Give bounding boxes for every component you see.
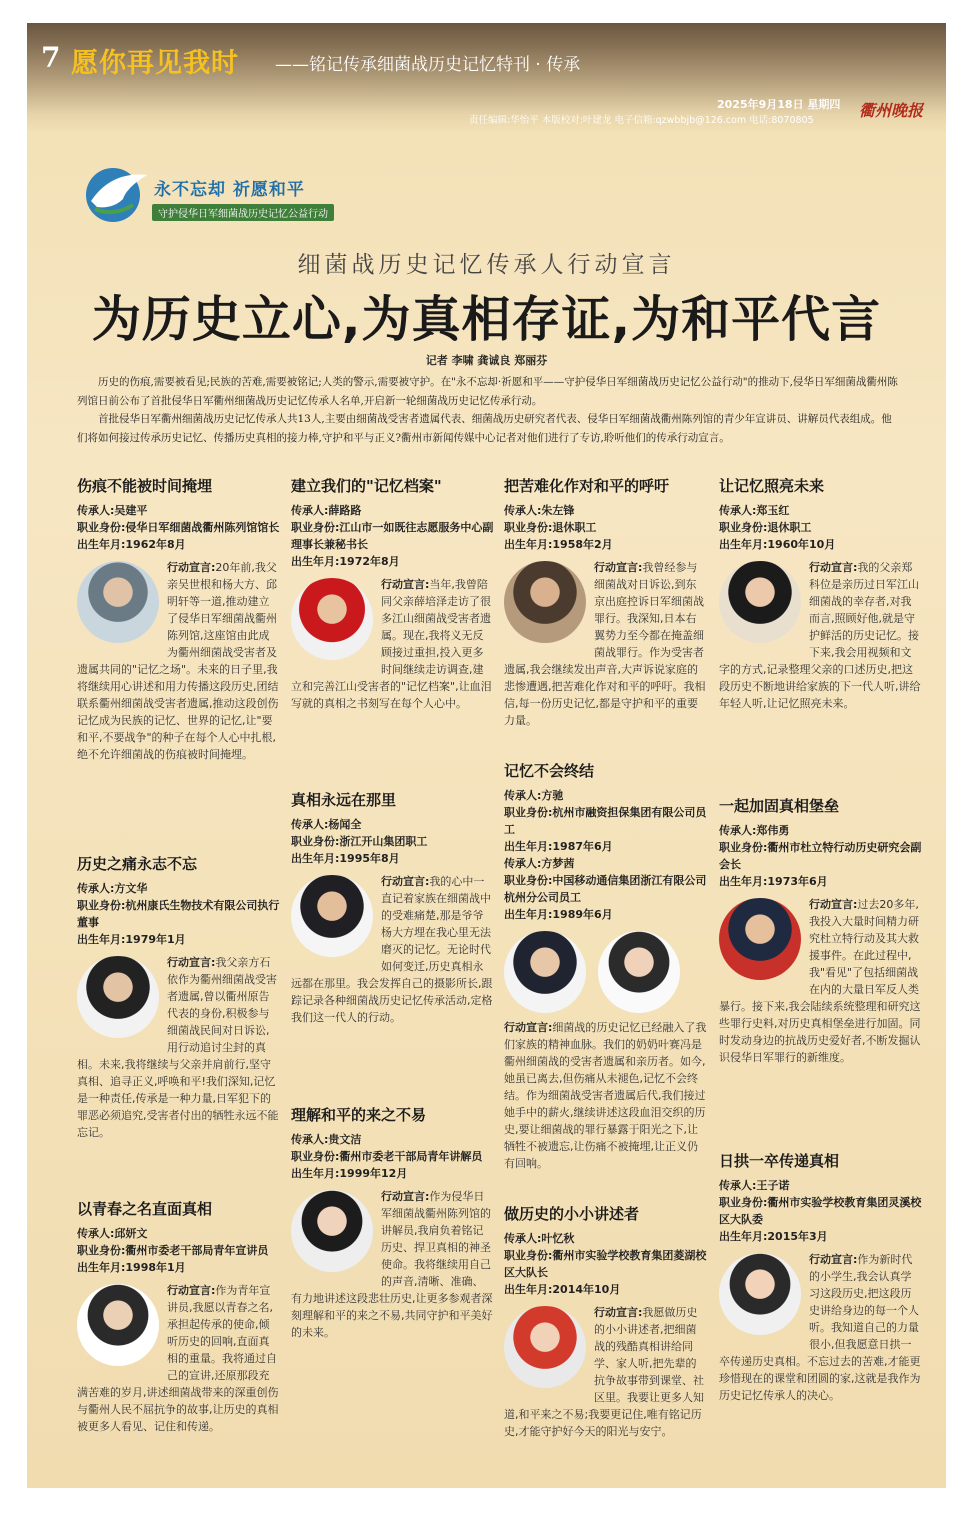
inheritor-section: 把苦难化作对和平的呼吁 传承人:朱左锋 职业身份:退休职工 出生年月:1958年2月 行动宣言:我曾经参与细菌战对日诉讼,到东京出庭控诉日军细菌战罪行。我深知,日本右翼势力至今都在掩盖细菌战罪行。作为受害者遗属,我会继续发出声音,大声诉说家庭的悲惨遭遇,把苦难化作对和平的呼吁。我相信,每一份历史记忆,都是守护和平的重要力量。 — [504, 477, 706, 727]
inheritor-section: 让记忆照亮未来 传承人:郑玉红 职业身份:退休职工 出生年月:1960年10月 行动宣言:我的父亲郑科位是亲历过日军江山细菌战的幸存者,对我而言,照顾好他,就是守护鲜活的历史记忆。接下来,我会用视频和文字的方式,记录整理父亲的口述历史,把这段历史不断地讲给家族的下一代人听,讲给年轻人听,让记忆照亮未来。 — [719, 477, 921, 710]
section-title: 真相永远在那里 — [291, 791, 397, 809]
inheritor-job: 浙江开山集团职工 — [339, 835, 428, 848]
inheritor-name: 方梦茜 — [541, 857, 575, 870]
intro-paragraph: 首批侵华日军衢州细菌战历史记忆传承人共13人,主要由细菌战受害者遗属代表、细菌战历史研究者代表、侵华日军细菌战衢州陈列馆的青少年宣讲员、讲解员代表组成。他们将如何接过传承历史记忆、传播历史真相的接力棒,守护和平与正义?衢州市新闻传媒中心记者对他们进行了专访,聆听他们的传承行动宣言。 — [77, 413, 892, 444]
dove-logo-icon — [83, 165, 151, 223]
section-title: 建立我们的"记忆档案" — [291, 477, 442, 495]
inheritor-job: 侵华日军细菌战衢州陈列馆馆长 — [125, 521, 280, 534]
portrait-photo — [77, 1284, 159, 1366]
issue-date: 2025年9月18日 星期四 — [717, 98, 841, 111]
inheritor-section: 以青春之名直面真相 传承人:邱妍文 职业身份:衢州市委老干部局青年宣讲员 出生年月:1998年1月 行动宣言:作为青年宣讲员,我愿以青春之名,承担起传承的使命,倾听历史的回响,直面真相的重量。我将通过自己的宣讲,还原那段充满苦难的岁月,讲述细菌战带来的深重创伤与衢州人民不屈抗争的故事,让历史的真相被更多人看见、记住和传递。 — [77, 1200, 279, 1433]
inheritor-job: 衢州市委老干部局青年宣讲员 — [125, 1244, 269, 1257]
campaign-subtitle: 守护侵华日军细菌战历史记忆公益行动 — [152, 204, 334, 221]
inheritor-name: 叶忆秋 — [541, 1232, 575, 1245]
inheritor-job: 衢州市实验学校教育集团灵溪校区大队委 — [719, 1196, 922, 1226]
declaration-text: 我曾经参与细菌战对日诉讼,到东京出庭控诉日军细菌战罪行。我深知,日本右翼势力至今都在掩盖细菌战罪行。作为受害者遗属,我会继续发出声音,大声诉说家庭的悲惨遭遇,把苦难化作对和平的呼吁。我相信,每一份历史记忆,都是守护和平的重要力量。 — [504, 561, 706, 727]
inheritor-name: 郑玉红 — [756, 504, 790, 517]
declaration-text: 作为青年宣讲员,我愿以青春之名,承担起传承的使命,倾听历史的回响,直面真相的重量。我将通过自己的宣讲,还原那段充满苦难的岁月,讲述细菌战带来的深重创伤与衢州人民不屈抗争的故事,让历史的真相被更多人看见、记住和传递。 — [77, 1284, 279, 1433]
portrait-photo — [291, 875, 373, 957]
inheritor-job: 退休职工 — [767, 521, 812, 534]
declaration-text: 我的心中一直记着家族在细菌战中的受难痛楚,那是爷爷杨大方埋在我心里无法磨灭的记忆。无论时代如何变迁,历史真相永远都在那里。我会发挥自己的摄影所长,跟踪记录各种细菌战历史记忆传承活动,定格我们这一代人的行动。 — [291, 875, 493, 1024]
inheritor-born: 1972年8月 — [339, 555, 400, 568]
portrait-photo — [719, 1253, 801, 1335]
inheritor-section: 理解和平的来之不易 传承人:贵文洁 职业身份:衢州市委老干部局青年讲解员 出生年月:1999年12月 行动宣言:作为侵华日军细菌战衢州陈列馆的讲解员,我肩负着铭记历史、捍卫真相的神圣使命。我将继续用自己的声音,清晰、准确、有力地讲述这段悲壮历史,让更多参观者深刻理解和平的来之不易,共同守护和平美好的未来。 — [291, 1106, 493, 1339]
declaration-text: 作为新时代的小学生,我会认真学习这段历史,把这段历史讲给身边的每一个人听。我知道自己的力量很小,但我愿意日拱一卒传递历史真相。不忘过去的苦难,才能更珍惜现在的课堂和团圆的家,这就是我作为历史记忆传承人的决心。 — [719, 1253, 921, 1402]
inheritor-section: 日拱一卒传递真相 传承人:王子诺 职业身份:衢州市实验学校教育集团灵溪校区大队委 出生年月:2015年3月 行动宣言:作为新时代的小学生,我会认真学习这段历史,把这段历史讲给身边的每一个人听。我知道自己的力量很小,但我愿意日拱一卒传递历史真相。不忘过去的苦难,才能更珍惜现在的课堂和团圆的家,这就是我作为历史记忆传承人的决心。 — [719, 1152, 922, 1402]
portrait-photo — [77, 561, 159, 643]
portrait-photo — [719, 898, 801, 980]
inheritor-section: 真相永远在那里 传承人:杨闻全 职业身份:浙江开山集团职工 出生年月:1995年8月 行动宣言:我的心中一直记着家族在细菌战中的受难痛楚,那是爷爷杨大方埋在我心里无法磨灭的记忆。无论时代如何变迁,历史真相永远都在那里。我会发挥自己的摄影所长,跟踪记录各种细菌战历史记忆传承活动,定格我们这一代人的行动。 — [291, 791, 493, 1024]
portrait-photo — [291, 1190, 373, 1272]
portrait-photo — [719, 561, 801, 643]
inheritor-section: 一起加固真相堡垒 传承人:郑伟勇 职业身份:衢州市杜立特行动历史研究会副会长 出生年月:1973年6月 行动宣言:过去20多年,我投入大量时间精力研究杜立特行动及其大救援事件。在此过程中,我"看见"了包括细菌战在内的大量日军反人类暴行。接下来,我会陆续系统整理和研究这些罪行史料,对历史真相堡垒进行加固。同时发动身边的抗战历史爱好者,不断发掘认识侵华日军罪行的新维度。 — [719, 797, 922, 1064]
inheritor-born: 1998年1月 — [125, 1261, 186, 1274]
inheritor-born: 1995年8月 — [339, 852, 400, 865]
inheritor-section: 建立我们的"记忆档案" 传承人:薛路路 职业身份:江山市一如既往志愿服务中心副理事长兼秘书长 出生年月:1972年8月 行动宣言:当年,我曾陪同父亲薛培泽走访了很多江山细菌战受害者遗属。现在,我将义无反顾接过重担,投入更多时间继续走访调查,建立和完善江山受害者的"记忆档案",让血泪写就的真相之书刻写在每个人心中。 — [291, 477, 494, 710]
declaration-text: 作为侵华日军细菌战衢州陈列馆的讲解员,我肩负着铭记历史、捍卫真相的神圣使命。我将继续用自己的声音,清晰、准确、有力地讲述这段悲壮历史,让更多参观者深刻理解和平的来之不易,共同守护和平美好的未来。 — [291, 1190, 493, 1339]
inheritor-section: 做历史的小小讲述者 传承人:叶忆秋 职业身份:衢州市实验学校教育集团菱湖校区大队长 出生年月:2014年10月 行动宣言:我愿做历史的小小讲述者,把细菌战的残酷真相讲给同学、家人听,把先辈的抗争故事带到课堂、社区里。我要让更多人知道,和平来之不易;我要更记住,唯有铭记历史,才能守护好今天的阳光与安宁。 — [504, 1205, 707, 1438]
declaration-text: 当年,我曾陪同父亲薛培泽走访了很多江山细菌战受害者遗属。现在,我将义无反顾接过重担,投入更多时间继续走访调查,建立和完善江山受害者的"记忆档案",让血泪写就的真相之书刻写在每个人心中。 — [291, 578, 492, 710]
special-issue-title: 愿你再见我时 — [71, 48, 239, 79]
inheritor-name: 杨闻全 — [328, 818, 362, 831]
campaign-title: 永不忘却 祈愿和平 — [154, 180, 305, 200]
inheritor-born: 1962年8月 — [125, 538, 186, 551]
inheritor-job: 退休职工 — [552, 521, 597, 534]
portrait-photo — [504, 561, 586, 643]
inheritor-born: 1999年12月 — [339, 1167, 408, 1180]
inheritor-born: 1979年1月 — [125, 933, 186, 946]
inheritor-job: 衢州市杜立特行动历史研究会副会长 — [719, 841, 922, 871]
inheritor-name: 吴建平 — [114, 504, 148, 517]
declaration-text: 我愿做历史的小小讲述者,把细菌战的残酷真相讲给同学、家人听,把先辈的抗争故事带到课堂、社区里。我要让更多人知道,和平来之不易;我要更记住,唯有铭记历史,才能守护好今天的阳光与安宁。 — [504, 1306, 704, 1438]
inheritor-section: 记忆不会终结 传承人:方驰 职业身份:杭州市融资担保集团有限公司员工 出生年月:1987年6月 传承人:方梦茜 职业身份:中国移动通信集团浙江有限公司杭州分公司员工 出生年月:1989年6月 行动宣言:细菌战的历史记忆已经融入了我们家族的精神血脉。我们的奶奶叶赛冯是衢州细菌战的受害者遗属和亲历者。如今,她虽已离去,但伤痛从未褪色,记忆不会终结。作为细菌战受害者遗属后代,我们接过她手中的薪火,继续讲述这段血泪交织的历史,要让细菌战的罪行暴露于阳光之下,让牺牲不被遗忘,让伤痛不被掩埋,让正义仍有回响。 — [504, 762, 707, 1170]
section-title: 历史之痛永志不忘 — [77, 855, 198, 873]
special-issue-subtitle: ——铭记传承细菌战历史记忆特刊 · 传承 — [275, 55, 581, 75]
inheritor-name: 邱妍文 — [114, 1227, 148, 1240]
inheritor-section: 伤痕不能被时间掩埋 传承人:吴建平 职业身份:侵华日军细菌战衢州陈列馆馆长 出生年月:1962年8月 行动宣言:20年前,我父亲吴世根和杨大方、邱明轩等一道,推动建立了侵华日军细菌战衢州陈列馆,这座馆由此成为衢州细菌战受害者及遗属共同的"记忆之场"。未来的日子里,我将继续用心讲述和用力传播这段历史,团结联系衢州细菌战受害者遗属,推动这段创伤记忆成为民族的记忆、世界的记忆,让"要和平,不要战争"的种子在每个人心中扎根,绝不允许细菌战的伤痕被时间掩埋。 — [77, 477, 280, 761]
portrait-photo — [598, 931, 680, 1013]
page-header — [27, 23, 946, 131]
inheritor-name: 王子诺 — [756, 1179, 790, 1192]
declaration-text: 细菌战的历史记忆已经融入了我们家族的精神血脉。我们的奶奶叶赛冯是衢州细菌战的受害者遗属和亲历者。如今,她虽已离去,但伤痛从未褪色,记忆不会终结。作为细菌战受害者遗属后代,我们接过她手中的薪火,继续讲述这段血泪交织的历史,要让细菌战的罪行暴露于阳光之下,让牺牲不被遗忘,让伤痛不被掩埋,让正义仍有回响。 — [504, 1021, 707, 1170]
declaration-text: 我父亲方石依作为衢州细菌战受害者遗属,曾以衢州原告代表的身份,积极参与细菌战民间对日诉讼,用行动追讨尘封的真相。未来,我将继续与父亲并肩前行,坚守真相、追寻正义,呼唤和平!我们深知,记忆是一种责任,传承是一种力量,日军犯下的罪恶必须追究,受害者付出的牺牲永远不能忘记。 — [77, 956, 279, 1139]
portrait-photo — [77, 956, 159, 1038]
declaration-text: 我的父亲郑科位是亲历过日军江山细菌战的幸存者,对我而言,照顾好他,就是守护鲜活的历史记忆。接下来,我会用视频和文字的方式,记录整理父亲的口述历史,把这段历史不断地讲给家族的下一代人听,讲给年轻人听,让记忆照亮未来。 — [719, 561, 921, 710]
inheritor-name: 朱左锋 — [541, 504, 575, 517]
inheritor-job: 杭州康氏生物技术有限公司执行董事 — [77, 899, 280, 929]
inheritor-job: 中国移动通信集团浙江有限公司杭州分公司员工 — [504, 874, 707, 904]
section-title: 把苦难化作对和平的呼吁 — [504, 477, 670, 495]
section-title: 以青春之名直面真相 — [77, 1200, 213, 1218]
portrait-photo — [504, 1306, 586, 1388]
inheritor-name: 方驰 — [541, 789, 564, 802]
section-title: 让记忆照亮未来 — [719, 477, 825, 495]
inheritor-born: 1989年6月 — [552, 908, 613, 921]
inheritor-born: 1960年10月 — [767, 538, 836, 551]
inheritor-name: 贵文洁 — [328, 1133, 362, 1146]
newspaper-page — [27, 23, 946, 1488]
section-title: 一起加固真相堡垒 — [719, 797, 840, 815]
editor-info: 责任编辑:华怡平 本版校对:叶建龙 电子信箱:qzwbbjb@126.com 电话:8070805 — [469, 115, 814, 126]
inheritor-born: 1973年6月 — [767, 875, 828, 888]
portrait-photo — [504, 931, 586, 1013]
inheritor-name: 郑伟勇 — [756, 824, 790, 837]
intro-paragraph: 历史的伤痕,需要被看见;民族的苦难,需要被铭记;人类的警示,需要被守护。在"永不忘却·祈愿和平——守护侵华日军细菌战历史记忆公益行动"的推动下,侵华日军细菌战衢州陈列馆日前公布了首批侵华日军衢州细菌战历史记忆传承人名单,开启新一轮细菌战历史记忆传承行动。 — [77, 376, 898, 407]
portrait-photo — [291, 578, 373, 660]
inheritor-section: 历史之痛永志不忘 传承人:方文华 职业身份:杭州康氏生物技术有限公司执行董事 出生年月:1979年1月 行动宣言:我父亲方石依作为衢州细菌战受害者遗属,曾以衢州原告代表的身份,积极参与细菌战民间对日诉讼,用行动追讨尘封的真相。未来,我将继续与父亲并肩前行,坚守真相、追寻正义,呼唤和平!我们深知,记忆是一种责任,传承是一种力量,日军犯下的罪恶必须追究,受害者付出的牺牲永远不能忘记。 — [77, 855, 280, 1139]
inheritor-born: 2014年10月 — [552, 1283, 621, 1296]
inheritor-job: 杭州市融资担保集团有限公司员工 — [504, 806, 707, 836]
inheritor-job: 江山市一如既往志愿服务中心副理事长兼秘书长 — [291, 521, 494, 551]
page-number: 7 — [41, 41, 61, 74]
inheritor-job: 衢州市实验学校教育集团菱湖校区大队长 — [504, 1249, 707, 1279]
declaration-text: 过去20多年,我投入大量时间精力研究杜立特行动及其大救援事件。在此过程中,我"看见"了包括细菌战在内的大量日军反人类暴行。接下来,我会陆续系统整理和研究这些罪行史料,对历史真相堡垒进行加固。同时发动身边的抗战历史爱好者,不断发掘认识侵华日军罪行的新维度。 — [719, 898, 921, 1064]
inheritor-name: 薛路路 — [328, 504, 362, 517]
inheritor-born: 1987年6月 — [552, 840, 613, 853]
reporters-byline: 记者 李啸 龚诚良 郑丽芬 — [425, 354, 548, 367]
newspaper-logo: 衢州晚报 — [859, 101, 924, 120]
section-title: 日拱一卒传递真相 — [719, 1152, 840, 1170]
section-title: 记忆不会终结 — [504, 762, 595, 780]
inheritor-job: 衢州市委老干部局青年讲解员 — [339, 1150, 483, 1163]
article-headline: 为历史立心,为真相存证,为和平代言 — [91, 291, 882, 348]
article-intro — [77, 373, 899, 447]
inheritor-born: 1958年2月 — [552, 538, 613, 551]
declaration-text: 20年前,我父亲吴世根和杨大方、邱明轩等一道,推动建立了侵华日军细菌战衢州陈列馆,这座馆由此成为衢州细菌战受害者及遗属共同的"记忆之场"。未来的日子里,我将继续用心讲述和用力传播这段历史,团结联系衢州细菌战受害者遗属,推动这段创伤记忆成为民族的记忆、世界的记忆,让"要和平,不要战争"的种子在每个人心中扎根,绝不允许细菌战的伤痕被时间掩埋。 — [77, 561, 279, 761]
section-title: 伤痕不能被时间掩埋 — [77, 477, 213, 495]
section-title: 做历史的小小讲述者 — [504, 1205, 640, 1223]
article-kicker: 细菌战历史记忆传承人行动宣言 — [297, 252, 676, 278]
inheritor-name: 方文华 — [114, 882, 148, 895]
section-title: 理解和平的来之不易 — [291, 1106, 427, 1124]
inheritor-born: 2015年3月 — [767, 1230, 828, 1243]
